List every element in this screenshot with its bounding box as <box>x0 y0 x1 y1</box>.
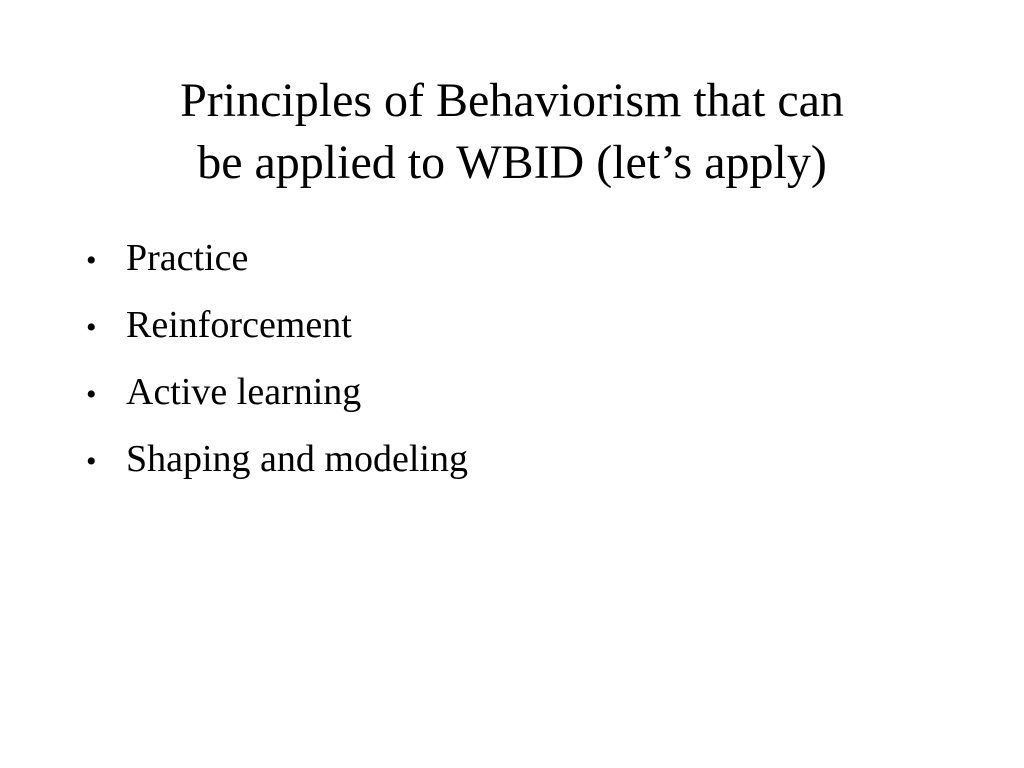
bullet-text-shaping-modeling: Shaping and modeling <box>126 438 468 480</box>
bullet-dot-icon: • <box>86 445 97 478</box>
bullet-list <box>86 226 468 494</box>
bullet-item <box>86 226 468 293</box>
bullet-text-reinforcement: Reinforcement <box>126 304 352 346</box>
bullet-dot-icon: • <box>86 378 97 411</box>
bullet-dot-icon: • <box>86 244 97 277</box>
bullet-item <box>86 360 468 427</box>
bullet-text-active-learning: Active learning <box>126 371 362 413</box>
bullet-item <box>86 293 468 360</box>
slide-title <box>60 70 964 194</box>
bullet-text-practice: Practice <box>126 237 249 279</box>
bullet-dot-icon: • <box>86 311 97 344</box>
bullet-item <box>86 427 468 494</box>
slide-title-line-2: be applied to WBID (let’s apply) <box>197 136 827 189</box>
slide-title-line-1: Principles of Behaviorism that can <box>180 74 844 127</box>
